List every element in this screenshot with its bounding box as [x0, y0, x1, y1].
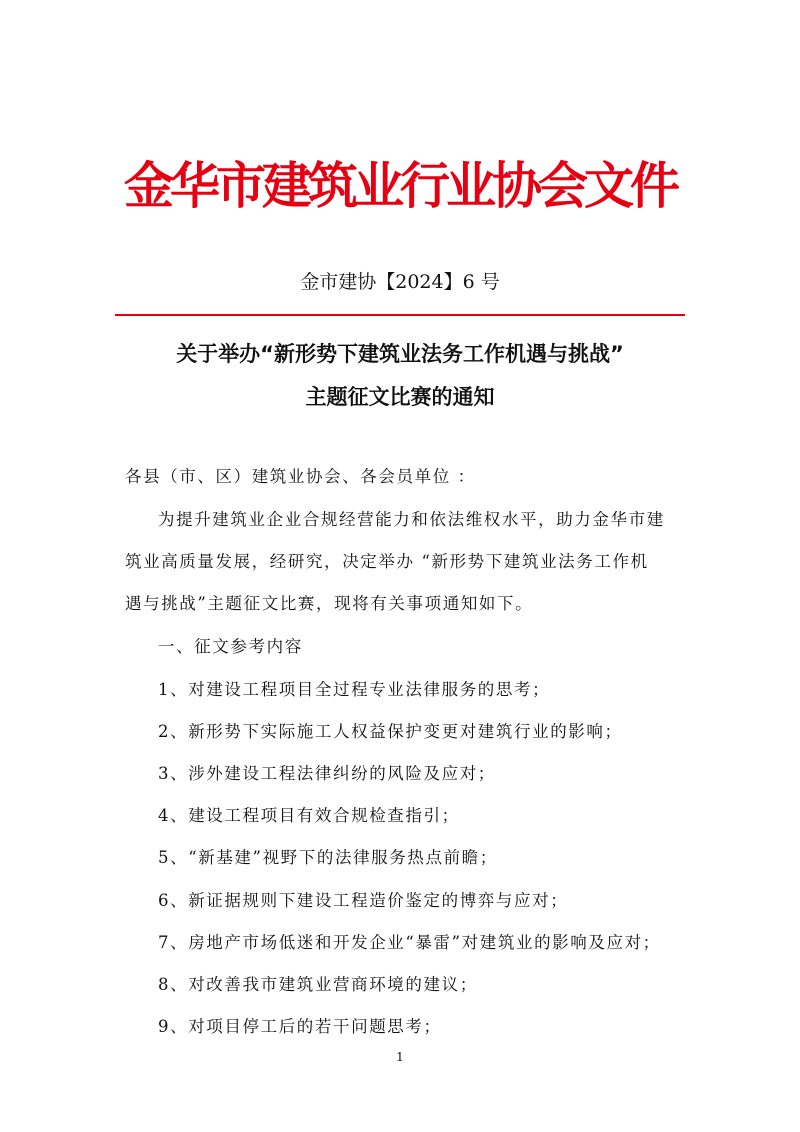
intro-line-2: 筑业高质量发展，经研究，决定举办 “新形势下建筑业法务工作机 [125, 552, 649, 571]
list-item: 1、对建设工程项目全过程专业法律服务的思考； [158, 680, 551, 699]
intro-line-1: 为提升建筑业企业合规经营能力和依法维权水平，助力金华市建 [158, 510, 665, 529]
salutation: 各县（市、区）建筑业协会、各会员单位 ： [125, 467, 476, 486]
list-item: 6、新证据规则下建设工程造价鉴定的博弈与应对； [158, 891, 569, 910]
section-heading: 一、征文参考内容 [158, 637, 303, 656]
red-divider-rule [115, 314, 685, 316]
intro-line-3: 遇与挑战”主题征文比赛，现将有关事项通知如下。 [125, 594, 534, 613]
page-number: 1 [396, 1050, 404, 1064]
list-item: 5、“新基建”视野下的法律服务热点前瞻； [158, 848, 498, 867]
masthead-title: 金华市建筑业行业协会文件 [124, 157, 676, 215]
list-item: 2、新形势下实际施工人权益保护变更对建筑行业的影响； [158, 722, 623, 741]
list-item: 4、建设工程项目有效合规检查指引； [158, 806, 460, 825]
list-item: 3、涉外建设工程法律纠纷的风险及应对； [158, 764, 496, 783]
document-number: 金市建协【2024】6 号 [300, 271, 500, 293]
list-item: 8、对改善我市建筑业营商环境的建议； [158, 975, 478, 994]
notice-title-line-1: 关于举办“新形势下建筑业法务工作机遇与挑战” [176, 342, 624, 366]
list-item: 9、对项目停工后的若干问题思考； [158, 1017, 442, 1036]
notice-title-line-2: 主题征文比赛的通知 [305, 385, 495, 409]
list-item: 7、房地产市场低迷和开发企业“暴雷”对建筑业的影响及应对； [158, 933, 661, 952]
